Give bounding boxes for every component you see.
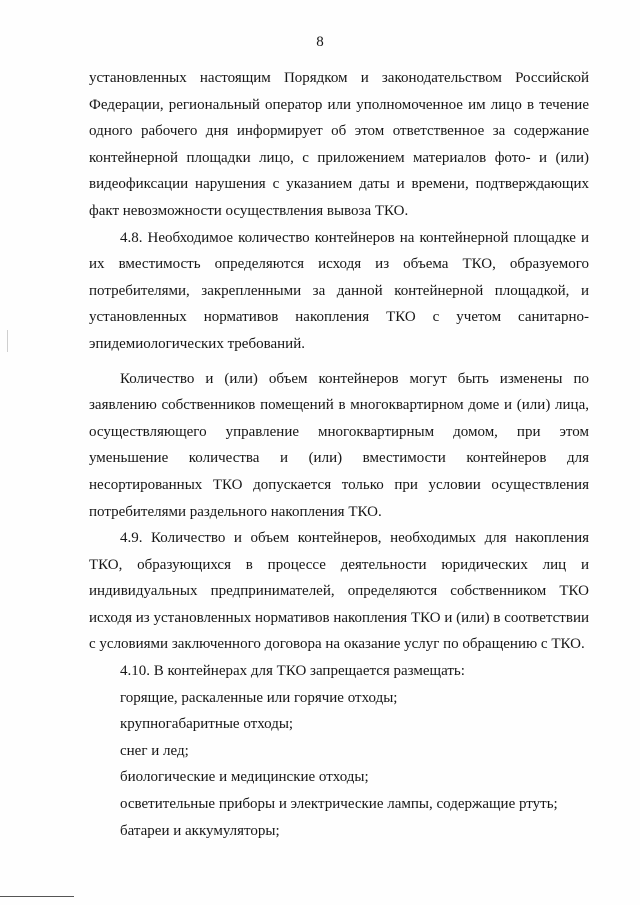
page-number: 8 (316, 34, 324, 50)
paragraph-4-9: 4.9. Количество и объем контейнеров, необходимых для накопления ТКО, образующихся в процессе деятельности юридических лиц и индивидуальных предпринимателей, определяются собственником ТКО исходя из установленных нормативов накопления ТКО и (или) в соответствии с условиями заключенного договора на оказание услуг по обращению с ТКО. (89, 530, 589, 653)
paragraph-4-10: 4.10. В контейнерах для ТКО запрещается размещать: (120, 663, 465, 680)
list-item: батареи и аккумуляторы; (120, 822, 280, 839)
list-item: биологические и медицинские отходы; (120, 769, 369, 786)
scan-artifact (7, 330, 8, 352)
list-item: снег и лед; (120, 742, 189, 759)
list-item: осветительные приборы и электрические лампы, содержащие ртуть; (120, 796, 558, 813)
list-item: крупногабаритные отходы; (120, 716, 294, 733)
paragraph-container-quantity: Количество и (или) объем контейнеров могут быть изменены по заявлению собственников помещений в многоквартирном доме и (или) лица, осуществляющего управление многоквартирным домом, при этом уменьшение количества и (или) вместимости контейнеров для несортированных ТКО допускается только при условии осуществления потребителями раздельного накопления ТКО. (89, 370, 589, 520)
document-body (89, 65, 589, 844)
footnote-rule (0, 896, 74, 897)
paragraph-continuation: установленных настоящим Порядком и законодательством Российской Федерации, региональный оператор или уполномоченное им лицо в течение одного рабочего дня информирует об этом ответственное за содержание контейнерной площадки лицо, с приложением материалов фото- и (или) видеофиксации нарушения с указанием даты и времени, подтверждающих факт невозможности осуществления вывоза ТКО. (89, 70, 589, 219)
list-item: горящие, раскаленные или горячие отходы; (120, 689, 398, 706)
paragraph-4-8: 4.8. Необходимое количество контейнеров на контейнерной площадке и их вместимость определяются исходя из объема ТКО, образуемого потребителями, закрепленными за данной контейнерной площадкой, и установленных нормативов накопления ТКО с учетом санитарно-эпидемиологических требований. (89, 229, 589, 352)
